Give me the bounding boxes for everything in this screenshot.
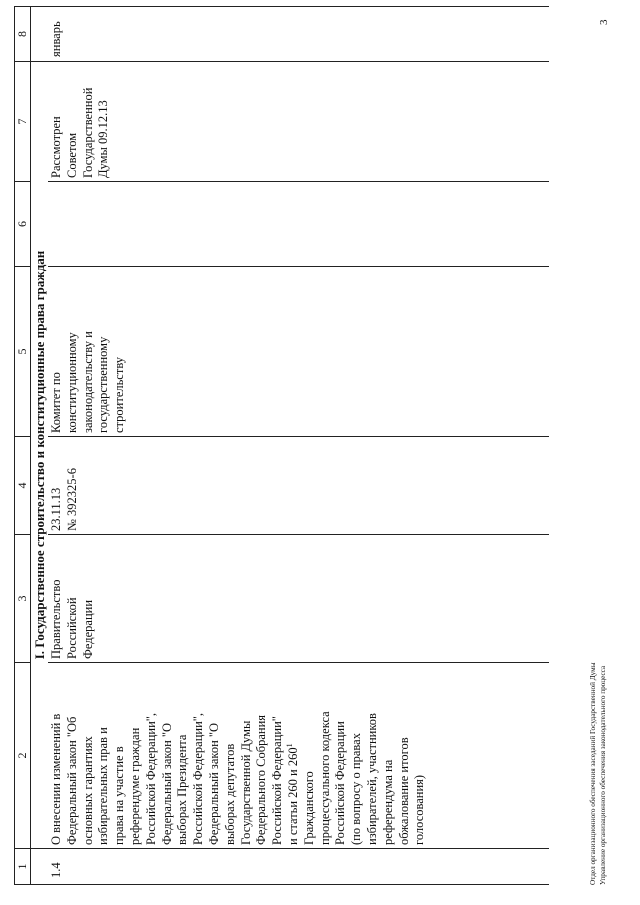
bill-title-line: Федерального Собрания [254, 714, 269, 845]
bill-title-line: референдума на [380, 759, 395, 845]
committee-line: конституционному [64, 332, 79, 433]
footer-line: Отдел организационного обеспечения заседаний Государственной Думы [589, 662, 597, 885]
bill-title-line: права на участие в [112, 746, 127, 845]
status-line: Думы 09.12.13 [96, 100, 111, 178]
page-number: 3 [598, 19, 610, 25]
bill-title-line: Федеральный закон "О [206, 722, 221, 845]
status-line: Государственной [80, 87, 95, 178]
section-row [31, 7, 49, 885]
status-line: Советом [64, 132, 79, 178]
footer-line: Управление организационного обеспечения законодательного процесса [599, 665, 607, 885]
superscript: 1 [284, 743, 294, 748]
row-number: 1.4 [48, 849, 428, 885]
status [48, 62, 428, 182]
bill-title-line: обжалование итогов [396, 737, 411, 845]
bill-title-line: Федеральный закон "Об [64, 716, 79, 845]
plan-table [14, 6, 549, 885]
bill-title-line: голосования) [412, 774, 427, 845]
column-number: 6 [15, 182, 31, 267]
bill-title-line: Федеральный закон "О [159, 722, 174, 845]
bill-title-line-text: и статьи 260 и 260 [285, 747, 300, 845]
bill-title-line: выборах Президента [175, 734, 190, 845]
committee-line: законодательству и [80, 331, 95, 433]
initiator-line: Правительство [49, 579, 63, 659]
column-6-cell [48, 182, 428, 267]
bill-title-line: выборах депутатов [222, 743, 237, 845]
bill-title-line: О внесении изменений в [49, 713, 63, 845]
footer [588, 662, 608, 885]
bill-title-line: избирательных прав и [96, 727, 111, 845]
bill-title-line: Российской Федерации", [143, 713, 158, 845]
bill-title-line: Гражданского [301, 771, 316, 845]
submission-date [48, 437, 428, 535]
column-number: 1 [15, 849, 31, 885]
status-line: Рассмотрен [49, 116, 63, 178]
committee-line: государственному [96, 336, 111, 433]
table-filler-row [428, 7, 549, 885]
section-title: I. Государственное строительство и конституционные права граждан [31, 62, 49, 849]
bill-title-line: Российской Федерации [333, 721, 348, 845]
bill-title-line: Государственной Думы [238, 720, 253, 845]
column-number: 4 [15, 437, 31, 535]
bill-title-line: процессуального кодекса [317, 711, 332, 845]
initiator [48, 535, 428, 663]
column-number: 5 [15, 267, 31, 437]
date-line: № 392325-6 [64, 468, 79, 531]
bill-title-line: Российской Федерации", [191, 713, 206, 845]
bill-title-line: основных гарантиях [80, 736, 95, 845]
responsible-committee [48, 267, 428, 437]
term: январь [48, 7, 428, 62]
bill-title-line [286, 666, 302, 845]
column-number: 8 [15, 7, 31, 62]
column-number-row [15, 7, 31, 885]
column-number: 2 [15, 663, 31, 849]
bill-title-line: избирателей, участников [364, 713, 379, 845]
table-row [48, 7, 428, 885]
column-number: 3 [15, 535, 31, 663]
bill-title-line: референдуме граждан [127, 727, 142, 845]
bill-title [48, 663, 428, 849]
column-number: 7 [15, 62, 31, 182]
initiator-line: Российской Федерации [64, 597, 95, 659]
committee-line: строительству [112, 356, 127, 433]
bill-title-line: Российской Федерации" [270, 716, 285, 845]
committee-line: Комитет по [49, 372, 63, 433]
date-line: 23.11.13 [49, 487, 63, 531]
bill-title-line: (по вопросу о правах [349, 733, 364, 845]
